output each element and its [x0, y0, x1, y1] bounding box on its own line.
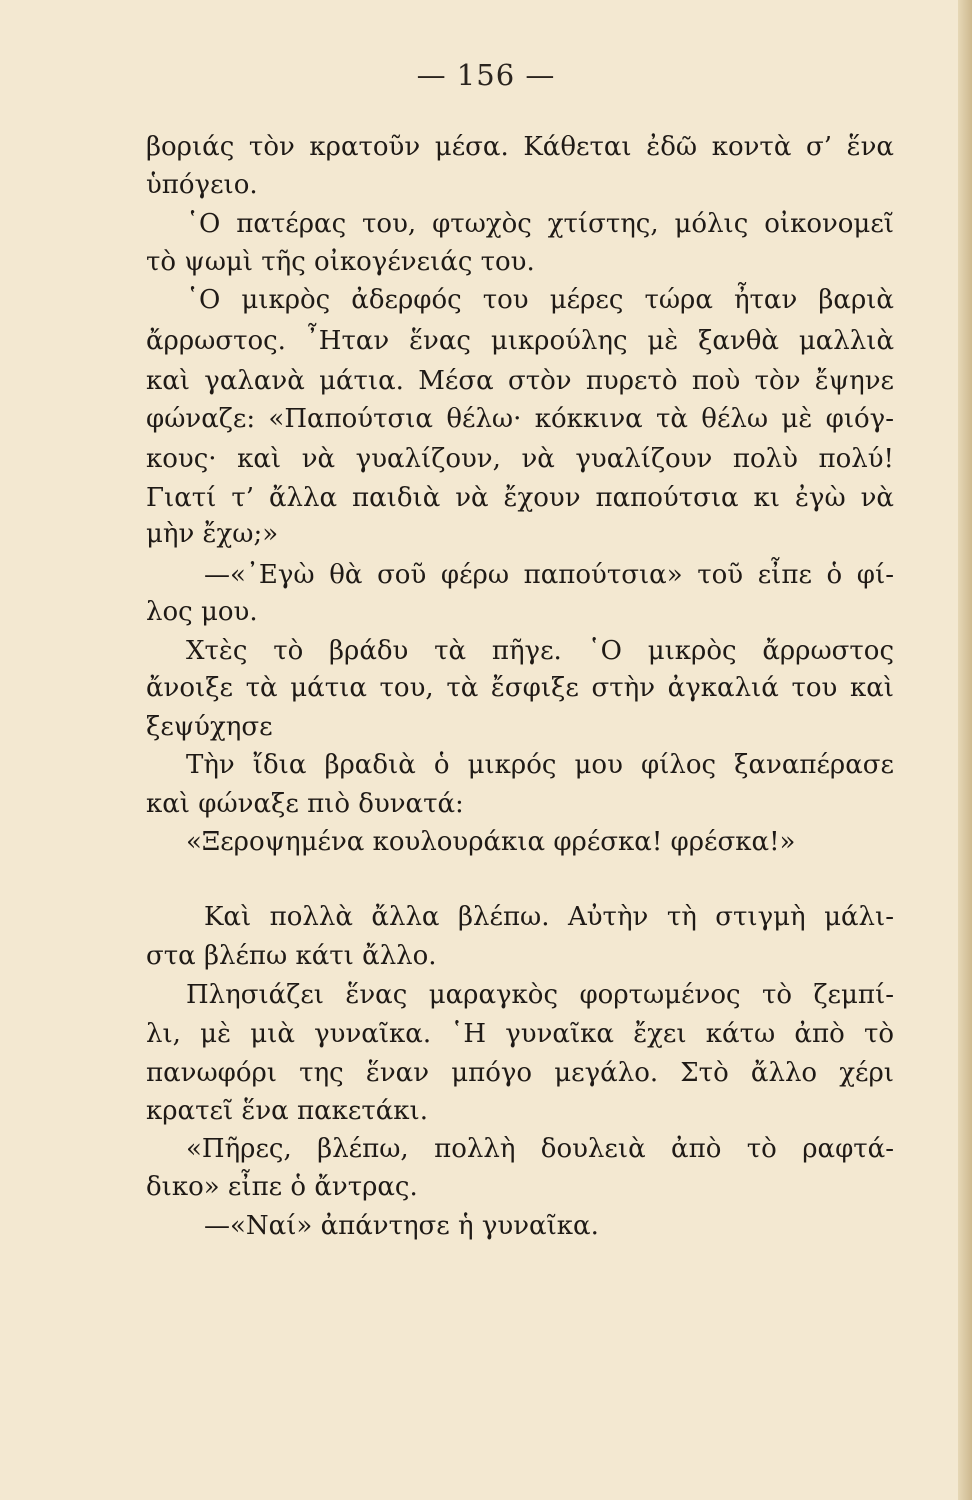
text-line: ξεψύχησε [146, 712, 273, 742]
text-line: Γιατί τ’ ἄλλα παιδιὰ νὰ ἔχουν παπούτσια κι ἐγὼ νὰ [146, 483, 894, 513]
text-line: «Πῆρες, βλέπω, πολλὴ δουλειὰ ἀπὸ τὸ ραφτά- [186, 1134, 894, 1164]
text-line: βοριάς τὸν κρατοῦν μέσα. Κάθεται ἐδῶ κοντὰ σ’ ἕνα [146, 132, 894, 162]
text-line: λος μου. [146, 597, 258, 627]
text-line: τὸ ψωμὶ τῆς οἰκογένειάς του. [146, 247, 535, 277]
text-line: στα βλέπω κάτι ἄλλο. [146, 941, 437, 971]
text-line: Χτὲς τὸ βράδυ τὰ πῆγε. ῾Ο μικρὸς ἄρρωστος [186, 636, 894, 666]
page-edge [958, 0, 972, 1500]
text-line: ὑπόγειο. [146, 170, 258, 200]
text-line: ῾Ο μικρὸς ἀδερφός του μέρες τώρα ἦταν βαριὰ [186, 285, 894, 315]
text-line: κους· καὶ νὰ γυαλίζουν, νὰ γυαλίζουν πολὺ πολύ! [146, 444, 894, 474]
text-line: «Ξεροψημένα κουλουράκια φρέσκα! φρέσκα!» [186, 827, 796, 857]
text-line: Πλησιάζει ἕνας μαραγκὸς φορτωμένος τὸ ζεμπί- [186, 980, 894, 1010]
text-line: ἄνοιξε τὰ μάτια του, τὰ ἔσφιξε στὴν ἀγκαλιά του καὶ [146, 673, 894, 703]
text-line: μὴν ἔχω;» [146, 519, 279, 549]
text-line: ῾Ο πατέρας του, φτωχὸς χτίστης, μόλις οἰκονομεῖ [186, 209, 894, 239]
text-line: πανωφόρι της ἕναν μπόγο μεγάλο. Στὸ ἄλλο χέρι [146, 1058, 894, 1088]
text-line: φώναζε: «Παπούτσια θέλω· κόκκινα τὰ θέλω μὲ φιόγ- [146, 404, 894, 434]
text-line: —«Ναί» ἀπάντησε ἡ γυναῖκα. [204, 1211, 599, 1241]
text-line: λι, μὲ μιὰ γυναῖκα. ῾Η γυναῖκα ἔχει κάτω ἀπὸ τὸ [146, 1019, 894, 1049]
text-line: κρατεῖ ἕνα πακετάκι. [146, 1096, 429, 1126]
text-line: καὶ φώναξε πιὸ δυνατά: [146, 789, 464, 819]
text-line: καὶ γαλανὰ μάτια. Μέσα στὸν πυρετὸ ποὺ τὸν ἔψηνε [146, 366, 894, 396]
page-number: — 156 — [416, 58, 556, 92]
text-line: —«᾽Εγὼ θὰ σοῦ φέρω παπούτσια» τοῦ εἶπε ὁ φί- [204, 560, 894, 590]
text-line: ἄρρωστος. ῏Ηταν ἕνας μικρούλης μὲ ξανθὰ μαλλιὰ [146, 326, 894, 356]
text-line: Τὴν ἴδια βραδιὰ ὁ μικρός μου φίλος ξαναπέρασε [186, 750, 894, 780]
text-line: δικο» εἶπε ὁ ἄντρας. [146, 1172, 418, 1202]
text-line: Καὶ πολλὰ ἄλλα βλέπω. Αὐτὴν τὴ στιγμὴ μάλι- [204, 902, 894, 932]
